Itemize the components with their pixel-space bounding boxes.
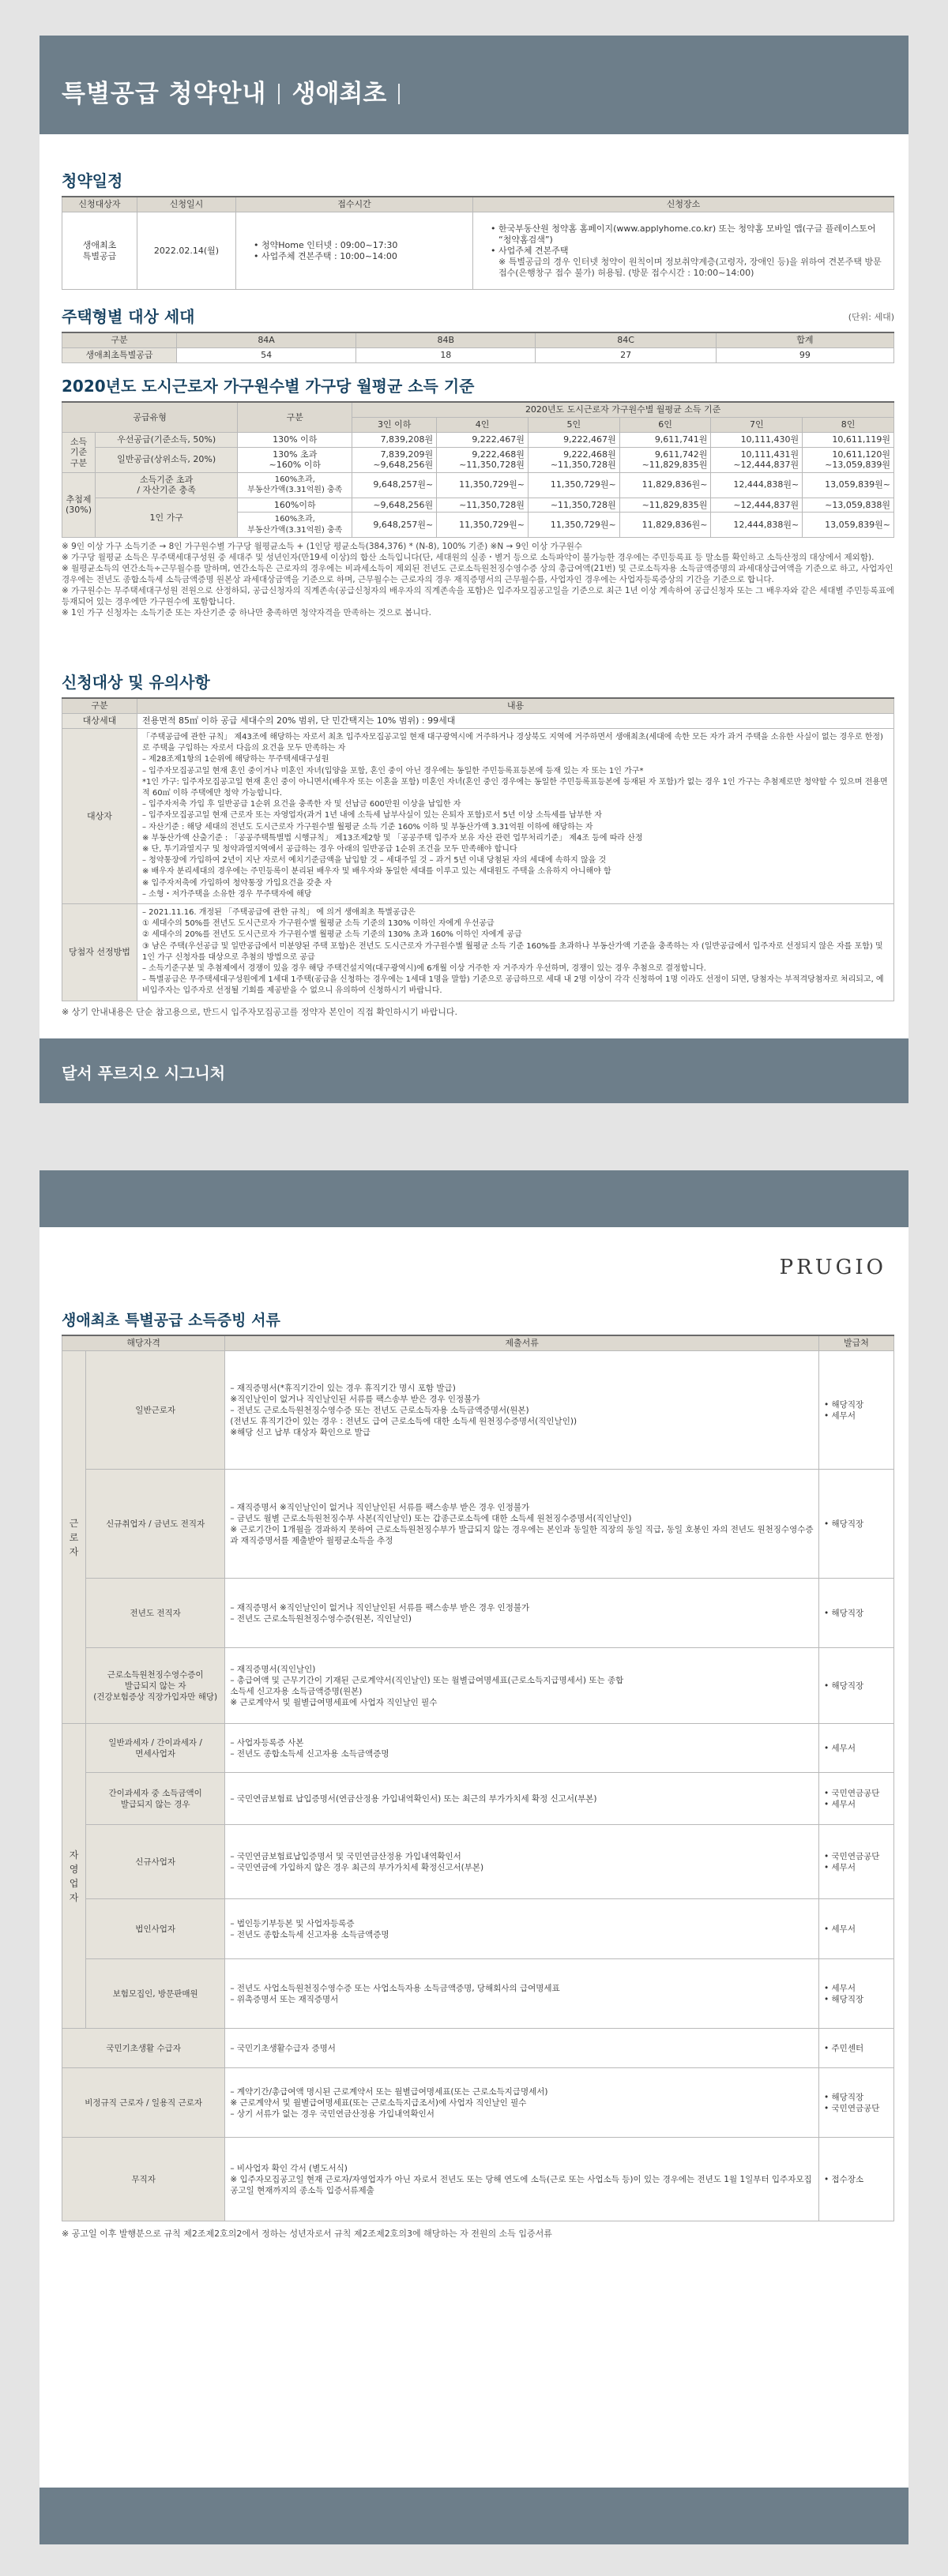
th-total: 합계 [716,332,893,348]
schedule-target: 생애최초 특별공급 [62,212,137,290]
units-section [62,304,894,363]
th-hh6: 6인 [619,418,711,433]
doc-label: 전년도 전직자 [86,1579,225,1648]
doc-label: 비정규직 근로자 / 일용직 근로자 [62,2068,225,2138]
single-household-label: 1인 가구 [96,498,238,538]
th-income-group: 2020년도 도시근로자 가구원수별 월평균 소득 기준 [352,402,894,418]
income-val: 9,611,742원 ~11,829,835원 [619,447,711,472]
th-content: 내용 [137,698,894,714]
income-val: ~11,350,728원 [528,498,619,513]
income-val: 13,059,839원~ [803,513,894,538]
schedule-date: 2022.02.14(월) [137,212,236,290]
income-val: ~9,648,256원 [352,498,437,513]
doc-text: – 국민연금보험료 납입증명서(연금산정용 가입내역확인서) 또는 최근의 부가가치세 확정 신고서(부본) [225,1773,819,1825]
income-div: 160%초과, 부동산가액(3.31억원) 충족 [238,472,352,498]
income-val: 11,829,836원~ [619,513,711,538]
th-place: 신청장소 [473,197,894,212]
title-separator-2 [398,84,400,104]
doc-text: – 법인등기부등본 및 사업자등록증 – 전년도 종합소득세 신고자용 소득금액증명 [225,1899,819,1959]
doc-text: – 재직증명서(직인날인) – 총급여액 및 근무기간이 기재된 근로계약서(직인날인) 또는 월별급여명세표(근로소득지급명세서) 또는 종합 소득세 신고자용 소득금액증명(원본) ※ 근로계약서 및 월별급여명세표에 사업자 직인날인 필수 [225,1648,819,1724]
th-category: 구분 [62,698,137,714]
income-val: 11,829,836원~ [619,472,711,498]
lottery-group-label: 추첨제 (30%) [62,472,96,538]
eligibility-heading: 신청대상 및 유의사항 [62,673,210,692]
doc-text: – 국민기초생활수급자 증명서 [225,2029,819,2068]
th-time: 접수시간 [236,197,473,212]
docs-table [62,1335,894,2221]
doc-label: 무직자 [62,2138,225,2221]
docs-section [62,1309,894,2240]
docs-footnote: ※ 공고일 이후 발행분으로 규칙 제2조제2호의2에서 정하는 성년자로서 규칙 제2조제2호의3에 해당하는 자 전원의 소득 입증서류 [62,2229,552,2239]
income-val: 12,444,838원~ [711,513,803,538]
doc-label: 일반근로자 [86,1351,225,1470]
income-val: 7,839,208원 [352,433,437,448]
doc-text: – 계약기간/총급여액 명시된 근로계약서 또는 월별급여명세표(또는 근로소득지급명세서) ※ 근로계약서 및 월별급여명세표(또는 근로소득지급조서)에 사업자 직인날인 필수 – 상기 서류가 없는 경우 국민연금산정용 가입내역확인서 [225,2068,819,2138]
income-notes: ※ 9인 이상 가구 소득기준 → 8인 가구원수별 가구당 월평균소득 + (1인당 평균소득(384,376) * (N-8), 100% 기준) ※N → 9인 이상 가구원수 ※ 가구당 월평균 소득은 무주택세대구성원 중 세대주 및 성년인자(만19세 이상)의 합산 소득입니다(단, 세대원의 실종・별거 등으로 소득파악이 불가능한 경우에는 주민등록표 등 말소를 확인하고 소득산정의 대상에서 제외함). ※ 월평균소득의 연간소득÷근무월수를 말하며, 연간소득은 근로자의 경우에는 비과세소득이 제외된 전년도 근로소득원천징수영수증 상의 총급여액(21번) 및 근로소득자용 소득금액증명의 과세대상급여액을 기준으로 하고, 사업자인 경우에는 전년도 종합소득세 소득금액증명 원본상 과세대상금액을 기준으로 하며, 근무월수는 근로자의 경우 재직증명서의 근무월수를, 사업자인 경우에는 사업자등록증상의 기간을 기준으로 합니다. ※ 가구원수는 무주택세대구성원 전원으로 산정하되, 공급신청자의 직계존속(공급신청자의 배우자의 직계존속을 포함)은 입주자모집공고일을 기준으로 최근 1년 이상 계속하여 공급신청자 또는 그 배우자와 같은 세대별 주민등록표에 등재되어 있는 경우에만 가구원수에 포함합니다. ※ 1인 가구 신청자는 소득기준 또는 자산기준 중 하나만 충족하면 청약자격을 만족하는 것으로 봅니다. [62,542,894,618]
income-val: 11,350,729원~ [528,472,619,498]
doc-label: 법인사업자 [86,1899,225,1959]
group-labor [62,1351,86,1724]
doc-label: 근로소득원천징수영수증이 발급되지 않는 자 (건강보험증상 직장가입자만 해당) [86,1648,225,1724]
income-val: 13,059,839원~ [803,472,894,498]
th-documents: 제출서류 [225,1335,819,1351]
th-target: 신청대상자 [62,197,137,212]
th-84b: 84B [356,332,536,348]
schedule-heading: 청약일정 [62,171,123,190]
income-val: 10,111,430원 [711,433,803,448]
doc-issuer: • 세무서 [819,1724,894,1773]
income-val: 11,350,729원~ [437,513,529,538]
doc-text: – 전년도 사업소득원천징수영수증 또는 사업소득자용 소득금액증명, 당해회사의 급여명세표 – 위촉증명서 또는 재직증명서 [225,1959,819,2029]
income-val: 9,648,257원~ [352,472,437,498]
income-val: 9,222,468원 ~11,350,728원 [437,447,529,472]
income-val: 7,839,209원 ~9,648,256원 [352,447,437,472]
footer-title: 달서 푸르지오 시그니처 [62,1064,226,1083]
income-type: 일반공급(상위소득, 20%) [96,447,238,472]
schedule-times [236,212,473,290]
page-subtitle: 생애최초 [292,80,387,108]
doc-text: – 재직증명서 ※직인날인이 없거나 직인날인된 서류를 팩스송부 받은 경우 인정불가 – 전년도 근로소득원천징수영수증(원본, 직인날인) [225,1579,819,1648]
income-section [62,374,894,618]
th-84c: 84C [536,332,716,348]
income-heading: 2020년도 도시근로자 가구원수별 가구당 월평균 소득 기준 [62,377,475,396]
doc-issuer: • 국민연금공단 • 세무서 [819,1773,894,1825]
income-val: ~11,829,835원 [619,498,711,513]
income-table [62,401,894,538]
doc-text: – 비사업자 확인 각서 (별도서식) ※ 입주자모집공고일 현재 근로자/자영업자가 아닌 자로서 전년도 또는 당해 연도에 소득(근로 또는 사업소득 등)이 있는 경우에는 전년도 1월 1일부터 입주자모집공고일 현재까지의 종소득 입증서류제출 [225,2138,819,2221]
income-val: 9,222,468원 ~11,350,728원 [528,447,619,472]
selection-label: 당첨자 선정방법 [62,904,137,1001]
group-self [62,1724,86,2029]
time-item: • 사업주체 견본주택 : 10:00~14:00 [252,251,469,262]
doc-label: 신규취업자 / 금년도 전직자 [86,1470,225,1579]
brand-logo: PRUGIO [779,1256,886,1279]
doc-issuer: • 해당직장 [819,1648,894,1724]
doc-issuer: • 해당직장 • 세무서 [819,1351,894,1470]
group-self-text: 자영업자 [69,1849,79,1903]
bottom-band [40,2488,908,2544]
doc-label: 신규사업자 [86,1825,225,1899]
doc-label: 보험모집인, 방문판매원 [86,1959,225,2029]
target-units-label: 대상세대 [62,714,137,729]
doc-text: – 국민연금보험료납입증명서 및 국민연금산정용 가입내역확인서 – 국민연금에 가입하지 않은 경우 최근의 부가가치세 확정신고서(부본) [225,1825,819,1899]
page-1 [40,36,908,1103]
target-units-text: 전용면적 85㎡ 이하 공급 세대수의 20% 범위, 단 민간택지는 10% 범위) : 99세대 [137,714,894,729]
doc-issuer: • 해당직장 • 국민연금공단 [819,2068,894,2138]
doc-text: – 재직증명서(*휴직기간이 있는 경우 휴직기간 명시 포함 발급) ※직인날인이 없거나 직인날인된 서류를 팩스송부 받은 경우 인정불가 – 전년도 근로소득원천징수영수증 또는 전년도 근로소득자용 소득금액증명서(원본) (전년도 휴직기간이 있는 경우 : 전년도 급여 근로소득에 대한 소득세 원천징수증명서(직인날인)) ※해당 신고 납부 대상자 확인으로 발급 [225,1351,819,1470]
doc-text: – 재직증명서 ※직인날인이 없거나 직인날인된 서류를 팩스송부 받은 경우 인정불가 – 금년도 월별 근로소득원천징수부 사본(직인날인) 또는 갑종근로소득에 대한 소득세 원천징수증명서(직인날인) ※ 근로기간이 1개월을 경과하지 못하여 근로소득원천징수부가 발급되지 않는 경우에는 본인과 동일한 직장의 동일 직급, 동일 호봉인 자의 전년도 원천징수영수증과 재직증명서를 제출받아 월평균소득을 추정 [225,1470,819,1579]
schedule-places [473,212,894,290]
doc-issuer: • 세무서 • 해당직장 [819,1959,894,2029]
th-hh8: 8인 [803,418,894,433]
th-hh4: 4인 [437,418,529,433]
th-hh7: 7인 [711,418,803,433]
applicant-label: 대상자 [62,729,137,904]
doc-issuer: • 국민연금공단 • 세무서 [819,1825,894,1899]
doc-label: 국민기초생활 수급자 [62,2029,225,2068]
income-val: 10,611,119원 [803,433,894,448]
schedule-section [62,168,894,290]
income-type: 우선공급(기준소득, 50%) [96,433,238,448]
place-item: • 사업주체 견본주택 [489,246,887,257]
income-val: 9,222,467원 [437,433,529,448]
title-banner [40,36,908,134]
eligibility-table [62,697,894,1001]
applicant-text: 「주택공급에 관한 규칙」 제43조에 해당하는 자로서 최초 입주자모집공고일 현재 대구광역시에 거주하거나 경상북도 지역에 거주하면서 생애최초(세대에 속한 모든 자가 과거 주택을 소유한 사실이 없는 경우로 한정)로 주택을 구입하는 자로서 다음의 요건을 모두 만족하는 자 – 제28조제1항의 1순위에 해당하는 무주택세대구성원 – 입주자모집공고일 현재 혼인 중이거나 미혼인 자녀(입양을 포함, 혼인 중이 아닌 경우에는 동일한 주민등록표등본에 등재 있는 자 또는 1인 가구* *1인 가구: 입주자모집공고일 현재 혼인 중이 아니면서(배우자 또는 이혼을 포함) 미혼인 자녀(혼인 중인 경우에는 동일한 주민등록표등본에 등재된 자 포함)가 없는 경우 1인 가구는 추첨제로만 청약할 수 있으며 전용면적 60㎡ 이하 주택에만 청약 가능합니다. – 입주자저축 가입 후 일반공급 1순위 요건을 충족한 자 및 선납금 600만원 이상을 납입한 자 – 입주자모집공고일 현재 근로자 또는 자영업자(과거 1년 내에 소득세 납부사실이 있는 은퇴자 포함)로서 5년 이상 소득세를 납부한 자 – 자산기준 : 해당 세대의 전년도 도시근로자 가구원수별 월평균 소득 기준 160% 이하 및 부동산가액 3.31억원 이하에 해당하는 자 ※ 부동산가액 산출기준 : 「공공주택특별법 시행규칙」 제13조제2항 및 「공공주택 입주자 보유 자산 관련 업무처리기준」 제4조 등에 따라 산정 ※ 단, 투기과열지구 및 청약과열지역에서 공급하는 경우 아래의 일반공급 1순위 조건을 모두 만족해야 합니다 – 청약통장에 가입하여 2년이 지난 자로서 예치기준금액을 납입할 것 – 세대주일 것 – 과거 5년 이내 당첨된 자의 세대에 속하지 않을 것 ※ 배우자 분리세대의 경우에는 주민등록이 분리된 배우자 및 배우자와 동일한 세대를 이루고 있는 세대원도 주택을 소유하지 아니해야 함 ※ 입주자저축에 가입하여 청약통장 가입요건을 갖춘 자 – 소형・저가주택을 소유한 경우 무주택자에 해당 [137,729,894,904]
units-row-label: 생애최초특별공급 [62,348,177,363]
income-div: 160%이하 [238,498,352,513]
units-84c: 27 [536,348,716,363]
income-val: 9,611,741원 [619,433,711,448]
units-84a: 54 [177,348,356,363]
income-val: 9,648,257원~ [352,513,437,538]
th-hh5: 5인 [528,418,619,433]
th-division: 구분 [238,402,352,433]
income-div: 130% 이하 [238,433,352,448]
selection-text: – 2021.11.16. 개정된 「주택공급에 관한 규칙」 에 의거 생애최초 특별공급은 ① 세대수의 50%를 전년도 도시근로자 가구원수별 월평균 소득 기준의 130% 이하인 자에게 우선공급 ② 세대수의 20%를 전년도 도시근로자 가구원수별 월평균 소득 기준의 130% 초과 160% 이하인 자에게 공급 ③ 남은 주택(우선공급 및 일반공급에서 미분양된 주택 포함)은 전년도 도시근로자 가구원수별 월평균 소득 기준 160%를 초과하나 부동산가액 기준을 충족하는 자 (일반공급에서 입주자로 선정되지 않은 자를 포함) 및 1인 가구 신청자를 대상으로 추첨의 방법으로 공급 – 소득기준구분 및 추첨제에서 경쟁이 있을 경우 해당 주택건설지역(대구광역시)에 6개월 이상 거주한 자 거주자가 우선하며, 경쟁이 있는 경우 추첨으로 결정합니다. – 특별공급은 무주택세대구성원에게 1세대 1주택(공급을 신청하는 경우에는 1세대 1명을 말함) 기준으로 공급하므로 세대 내 2명 이상이 각각 신청하여 1명 이라도 선정이 되면, 당첨자는 부적격당첨자로 처리되고, 예비입주자는 입주자로 선정될 기회를 제공받을 수 없으니 유의하여 신청하시기 바랍니다. [137,904,894,1001]
unit-label: (단위: 세대) [848,312,894,322]
top-band [40,1170,908,1227]
place-item: • 한국부동산원 청약홈 홈페이지(www.applyhome.co.kr) 또는 청약홈 모바일 앱(구글 플레이스토어 “청약홈검색”) [489,223,887,246]
group-labor-text: 근로자 [69,1517,79,1557]
eligibility-footnote: ※ 상기 안내내용은 단순 참고용으로, 반드시 입주자모집공고를 정약자 본인이 직접 확인하시기 바랍니다. [62,1006,457,1017]
income-type: 소득기준 초과 / 자산기준 충족 [96,472,238,498]
units-table [62,332,894,363]
title-separator [278,84,280,104]
th-supply-type: 공급유형 [62,402,238,433]
footer-banner [40,1038,908,1103]
page-title: 특별공급 청약안내 [62,80,267,108]
income-val: ~11,350,728원 [437,498,529,513]
income-val: ~12,444,837원 [711,498,803,513]
income-group-label: 소득 기준 구분 [62,433,96,473]
income-val: ~13,059,838원 [803,498,894,513]
units-heading: 주택형별 대상 세대 [62,307,195,326]
time-item: • 청약Home 인터넷 : 09:00~17:30 [252,240,469,251]
income-val: 11,350,729원~ [437,472,529,498]
schedule-table [62,196,894,290]
th-hh3: 3인 이하 [352,418,437,433]
doc-label: 간이과세자 중 소득금액이 발급되지 않는 경우 [86,1773,225,1825]
th-div: 구분 [62,332,177,348]
income-val: 10,111,431원 ~12,444,837원 [711,447,803,472]
doc-issuer: • 세무서 [819,1899,894,1959]
th-qualification: 해당자격 [62,1335,225,1351]
th-84a: 84A [177,332,356,348]
income-div: 130% 초과 ~160% 이하 [238,447,352,472]
units-84b: 18 [356,348,536,363]
doc-issuer: • 해당직장 [819,1579,894,1648]
doc-issuer: • 해당직장 [819,1470,894,1579]
th-issuer: 발급처 [819,1335,894,1351]
income-val: 11,350,729원~ [528,513,619,538]
doc-text: – 사업자등록증 사본 – 전년도 종합소득세 신고자용 소득금액증명 [225,1724,819,1773]
doc-issuer: • 접수장소 [819,2138,894,2221]
th-date: 신청일시 [137,197,236,212]
doc-issuer: • 주민센터 [819,2029,894,2068]
units-total: 99 [716,348,893,363]
page-2 [40,1170,908,2544]
docs-heading: 생애최초 특별공급 소득증빙 서류 [62,1312,280,1329]
income-val: 9,222,467원 [528,433,619,448]
place-note: ※ 특별공급의 경우 인터넷 청약이 원칙이며 정보취약계층(고령자, 장애인 등)을 위하여 견본주택 방문접수(은행창구 접수 불가) 허용됨. (방문 접수시간 : 10:00~14:00) [498,256,882,278]
income-val: 12,444,838원~ [711,472,803,498]
income-val: 10,611,120원 ~13,059,839원 [803,447,894,472]
doc-label: 일반과세자 / 간이과세자 / 면세사업자 [86,1724,225,1773]
eligibility-section [62,670,894,1018]
income-div: 160%초과, 부동산가액(3.31억원) 충족 [238,513,352,538]
